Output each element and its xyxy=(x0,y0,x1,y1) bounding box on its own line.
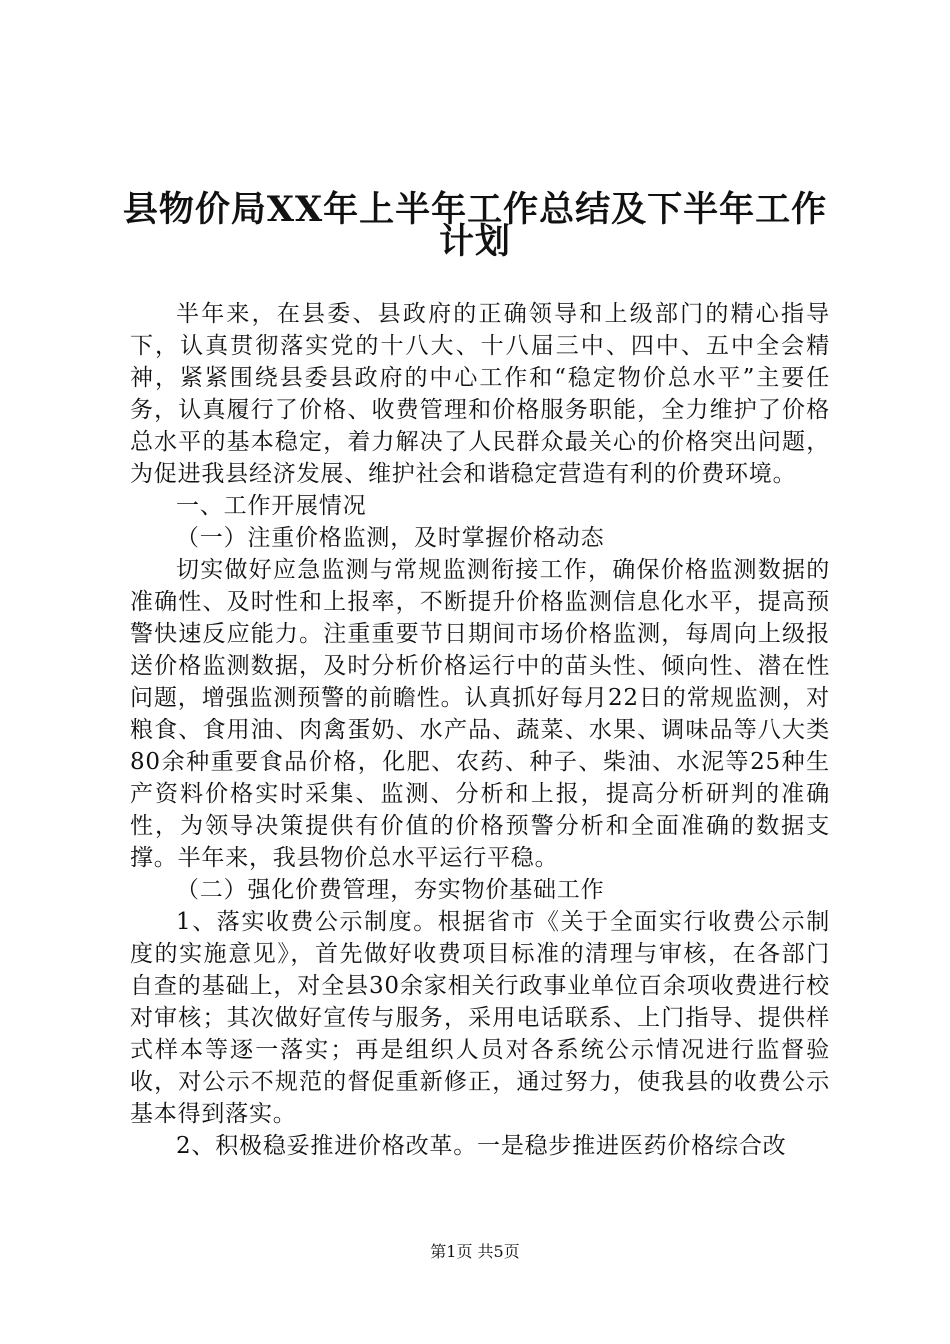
paragraph-price-reform: 2、积极稳妥推进价格改革。一是稳步推进医药价格综合改 xyxy=(176,1133,787,1159)
document-title-line-1: 县物价局XX年上半年工作总结及下半年工作 xyxy=(122,189,828,230)
subsection-heading-2: （二）强化价费管理，夯实物价基础工作 xyxy=(176,877,605,903)
section-heading-1: 一、工作开展情况 xyxy=(176,493,367,519)
page-footer: 第1页 共5页 xyxy=(430,1242,520,1261)
document-title-line-2: 计划 xyxy=(438,221,511,262)
paragraph-fee-disclosure: 1、落实收费公示制度。根据省市《关于全面实行收费公示制度的实施意见》，首先做好收费项目标准的清理与审核，在各部门自查的基础上，对全县30余家相关行政事业单位百余项收费进行校对审核；其次做好宣传与服务，采用电话联系、上门指导、提供样式样本等逐一落实；再是组织人员对各系统公示情况进行监督验收，对公示不规范的督促重新修正，通过努力，使我县的收费公示基本得到落实。 xyxy=(130,909,830,1127)
subsection-heading-1: （一）注重价格监测，及时掌握价格动态 xyxy=(176,525,605,551)
paragraph-intro: 半年来，在县委、县政府的正确领导和上级部门的精心指导下，认真贯彻落实党的十八大、十八届三中、四中、五中全会精神，紧紧围绕县委县政府的中心工作和“稳定物价总水平”主要任务，认真履行了价格、收费管理和价格服务职能，全力维护了价格总水平的基本稳定，着力解决了人民群众最关心的价格突出问题，为促进我县经济发展、维护社会和谐稳定营造有利的价费环境。 xyxy=(130,301,830,487)
paragraph-monitoring: 切实做好应急监测与常规监测衔接工作，确保价格监测数据的准确性、及时性和上报率，不断提升价格监测信息化水平，提高预警快速反应能力。注重重要节日期间市场价格监测，每周向上级报送价格监测数据，及时分析价格运行中的苗头性、倾向性、潜在性问题，增强监测预警的前瞻性。认真抓好每月22日的常规监测，对粮食、食用油、肉禽蛋奶、水产品、蔬菜、水果、调味品等八大类80余种重要食品价格，化肥、农药、种子、柴油、水泥等25种生产资料价格实时采集、监测、分析和上报，提高分析研判的准确性，为领导决策提供有价值的价格预警分析和全面准确的数据支撑。半年来，我县物价总水平运行平稳。 xyxy=(130,557,830,871)
document-body xyxy=(130,298,830,1162)
